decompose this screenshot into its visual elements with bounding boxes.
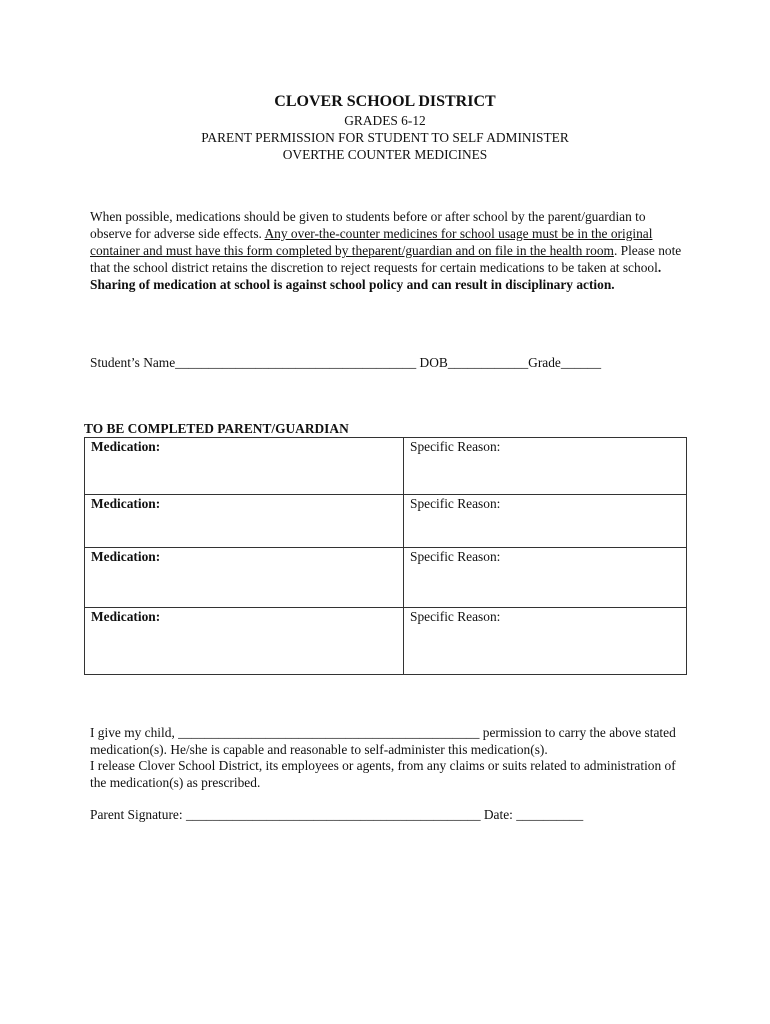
intro-bold-warning: . Sharing of medication at school is against school policy and can result in disciplinary action. <box>90 260 662 292</box>
intro-underlined-text: Any over-the-counter medicines for school usage must be in the original container and must have this form completed by theparent/guardian and on file in the health room <box>90 226 653 258</box>
release-statement: I release Clover School District, its employees or agents, from any claims or suits related to administration of the medication(s) as prescribed. <box>90 758 676 790</box>
intro-text-continued: . Please note that the school district retains the discretion to reject requests for certain medications to be taken at school <box>90 243 682 275</box>
specific-reason-cell: Specific Reason: <box>404 438 687 495</box>
form-title-line2: OVERTHE COUNTER MEDICINES <box>282 147 488 162</box>
section-title: TO BE COMPLETED PARENT/GUARDIAN <box>84 421 349 436</box>
table-row <box>85 438 687 495</box>
specific-reason-cell: Specific Reason: <box>404 608 687 675</box>
grades-label: GRADES 6-12 <box>344 113 426 128</box>
signature-line: Parent Signature: ____________________________________________ Date: __________ <box>90 807 584 822</box>
specific-reason-cell: Specific Reason: <box>404 548 687 608</box>
form-title-line1: PARENT PERMISSION FOR STUDENT TO SELF ADMINISTER <box>201 130 569 145</box>
intro-paragraph <box>90 208 690 293</box>
consent-section <box>90 725 690 824</box>
specific-reason-cell: Specific Reason: <box>404 495 687 548</box>
district-name: CLOVER SCHOOL DISTRICT <box>274 93 496 110</box>
permission-statement: I give my child, _____________________________________________ permission to carry the above stated medication(s). He/she is capable and reasonable to self-administer this medication(s). <box>90 725 676 757</box>
medication-cell: Medication: <box>85 495 404 548</box>
table-row <box>85 495 687 548</box>
student-info-line: Student’s Name____________________________________ DOB____________Grade______ <box>90 355 602 370</box>
table-row <box>85 608 687 675</box>
table-row <box>85 548 687 608</box>
medication-cell: Medication: <box>85 438 404 495</box>
medication-cell: Medication: <box>85 548 404 608</box>
medication-cell: Medication: <box>85 608 404 675</box>
intro-text: When possible, medications should be given to students before or after school by the parent/guardian to observe for adverse side effects. <box>90 209 646 241</box>
medication-table <box>84 437 687 675</box>
form-header <box>0 91 770 163</box>
